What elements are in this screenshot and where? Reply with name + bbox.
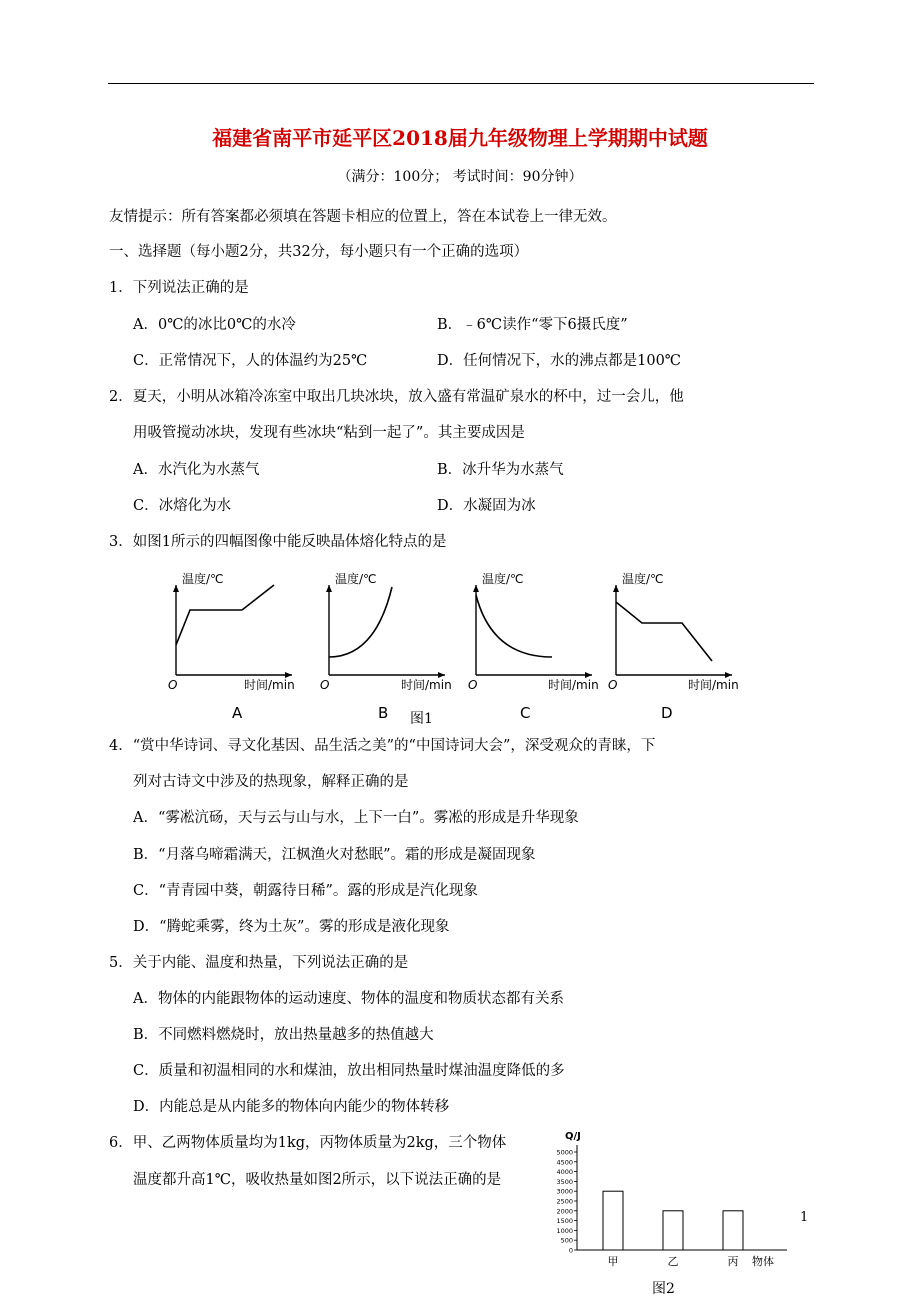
graph-b-label: B [378,704,389,722]
q2-stem-line2: 用吸管搅动冰块，发现有些冰块“粘到一起了”。其主要成因是 [133,425,525,441]
figure-1-graphs [160,565,760,730]
graph-c-xlabel: 时间/min [548,678,599,692]
category-label: 丙 [727,1255,739,1268]
figure-2-caption: 图2 [652,1281,675,1297]
graph-a-origin: O [168,678,178,692]
y-tick-label: 4500 [556,1158,573,1167]
q4-option-c: C．“青青园中葵，朝露待日稀”。露的形成是汽化现象 [133,883,478,899]
q4-option-b: B．“月落乌啼霜满天，江枫渔火对愁眠”。霜的形成是凝固现象 [133,847,536,863]
bar-乙 [663,1211,683,1250]
bar-甲 [603,1191,623,1250]
y-tick-label: 5000 [556,1148,573,1157]
cooling-curve-c [476,595,552,657]
graph-c-ylabel: 温度/℃ [482,572,524,586]
y-tick-label: 2000 [556,1207,573,1216]
melting-curve-a [176,585,274,645]
q4-stem-line2: 列对古诗文中涉及的热现象，解释正确的是 [133,774,409,790]
heating-curve-b [329,587,392,657]
q1-option-a: A．0℃的冰比0℃的水冷 [133,317,296,333]
y-tick-label: 0 [568,1246,573,1255]
graph-d [608,571,739,722]
y-tick-label: 2500 [556,1197,573,1206]
q1-option-c: C．正常情况下，人的体温约为25℃ [133,353,368,369]
q2-option-a: A．水汽化为水蒸气 [133,462,260,478]
graph-b-origin: O [320,678,330,692]
graph-b-xlabel: 时间/min [401,678,452,692]
y-tick-label: 3500 [556,1177,573,1186]
page-title: 福建省南平市延平区2018届九年级物理上学期期中试题 [212,126,708,150]
q6-stem-line2: 温度都升高1℃，吸收热量如图2所示，以下说法正确的是 [133,1172,502,1188]
q2-stem-line1: 2．夏天，小明从冰箱冷冻室中取出几块冰块，放入盛有常温矿泉水的杯中，过一会儿，他 [109,389,684,405]
chart-xlabel: 物体 [752,1255,774,1268]
notice: 友情提示：所有答案都必须填在答题卡相应的位置上，答在本试卷上一律无效。 [109,209,617,225]
q1-option-d: D．任何情况下，水的沸点都是100℃ [437,353,682,369]
q3-stem: 3．如图1所示的四幅图像中能反映晶体熔化特点的是 [109,534,447,550]
y-tick-label: 4000 [556,1168,573,1177]
graph-c-origin: O [468,678,478,692]
bar-丙 [723,1211,743,1250]
y-tick-label: 3000 [556,1187,573,1196]
q6-stem-line1: 6．甲、乙两物体质量均为1kg，丙物体质量为2kg，三个物体 [109,1135,507,1151]
graph-a-label: A [232,704,243,722]
graph-b-ylabel: 温度/℃ [335,572,377,586]
page-number: 1 [800,1210,809,1225]
graph-a [168,571,295,722]
q2-option-b: B．冰升华为水蒸气 [437,462,564,478]
graph-d-ylabel: 温度/℃ [622,572,664,586]
category-label: 甲 [607,1255,619,1268]
q5-option-d: D．内能总是从内能多的物体向内能少的物体转移 [133,1099,450,1115]
graph-a-xlabel: 时间/min [244,678,295,692]
graph-c-label: C [520,704,531,722]
graph-d-label: D [661,704,673,722]
y-tick-label: 1000 [556,1226,573,1235]
q4-stem-line1: 4．“赏中华诗词、寻文化基因、品生活之美”的“中国诗词大会”，深受观众的青睐，下 [109,738,656,754]
q5-option-a: A．物体的内能跟物体的运动速度、物体的温度和物质状态都有关系 [133,991,564,1007]
q1-stem: 1．下列说法正确的是 [109,280,249,296]
chart-ylabel: Q/J [565,1131,581,1142]
category-label: 乙 [667,1255,679,1268]
q4-option-a: A．“雾凇沆砀，天与云与山与水，上下一白”。雾凇的形成是升华现象 [133,810,579,826]
section-heading: 一、选择题（每小题2分，共32分，每小题只有一个正确的选项） [109,244,529,260]
header-rule [108,83,814,84]
graph-d-xlabel: 时间/min [688,678,739,692]
graph-b [320,571,452,722]
graph-c [468,571,599,722]
graph-a-ylabel: 温度/℃ [182,572,224,586]
q4-option-d: D．“腾蛇乘雾，终为土灰”。雾的形成是液化现象 [133,919,450,935]
q5-option-b: B．不同燃料燃烧时，放出热量越多的热值越大 [133,1027,434,1043]
graph-d-origin: O [608,678,618,692]
solidification-curve-d [616,602,712,661]
y-tick-label: 500 [560,1236,573,1245]
q1-option-b: B．﹣6℃读作“零下6摄氏度” [437,317,628,333]
y-tick-label: 1500 [556,1217,573,1226]
q2-option-c: C．冰熔化为水 [133,498,232,514]
q2-option-d: D．水凝固为冰 [437,498,536,514]
exam-info: （满分：100分； 考试时间：90分钟） [337,169,583,185]
figure-2-bar-chart [555,1125,805,1300]
q5-stem: 5．关于内能、温度和热量，下列说法正确的是 [109,955,409,971]
q5-option-c: C．质量和初温相同的水和煤油，放出相同热量时煤油温度降低的多 [133,1063,565,1079]
figure-1-caption: 图1 [410,711,433,727]
